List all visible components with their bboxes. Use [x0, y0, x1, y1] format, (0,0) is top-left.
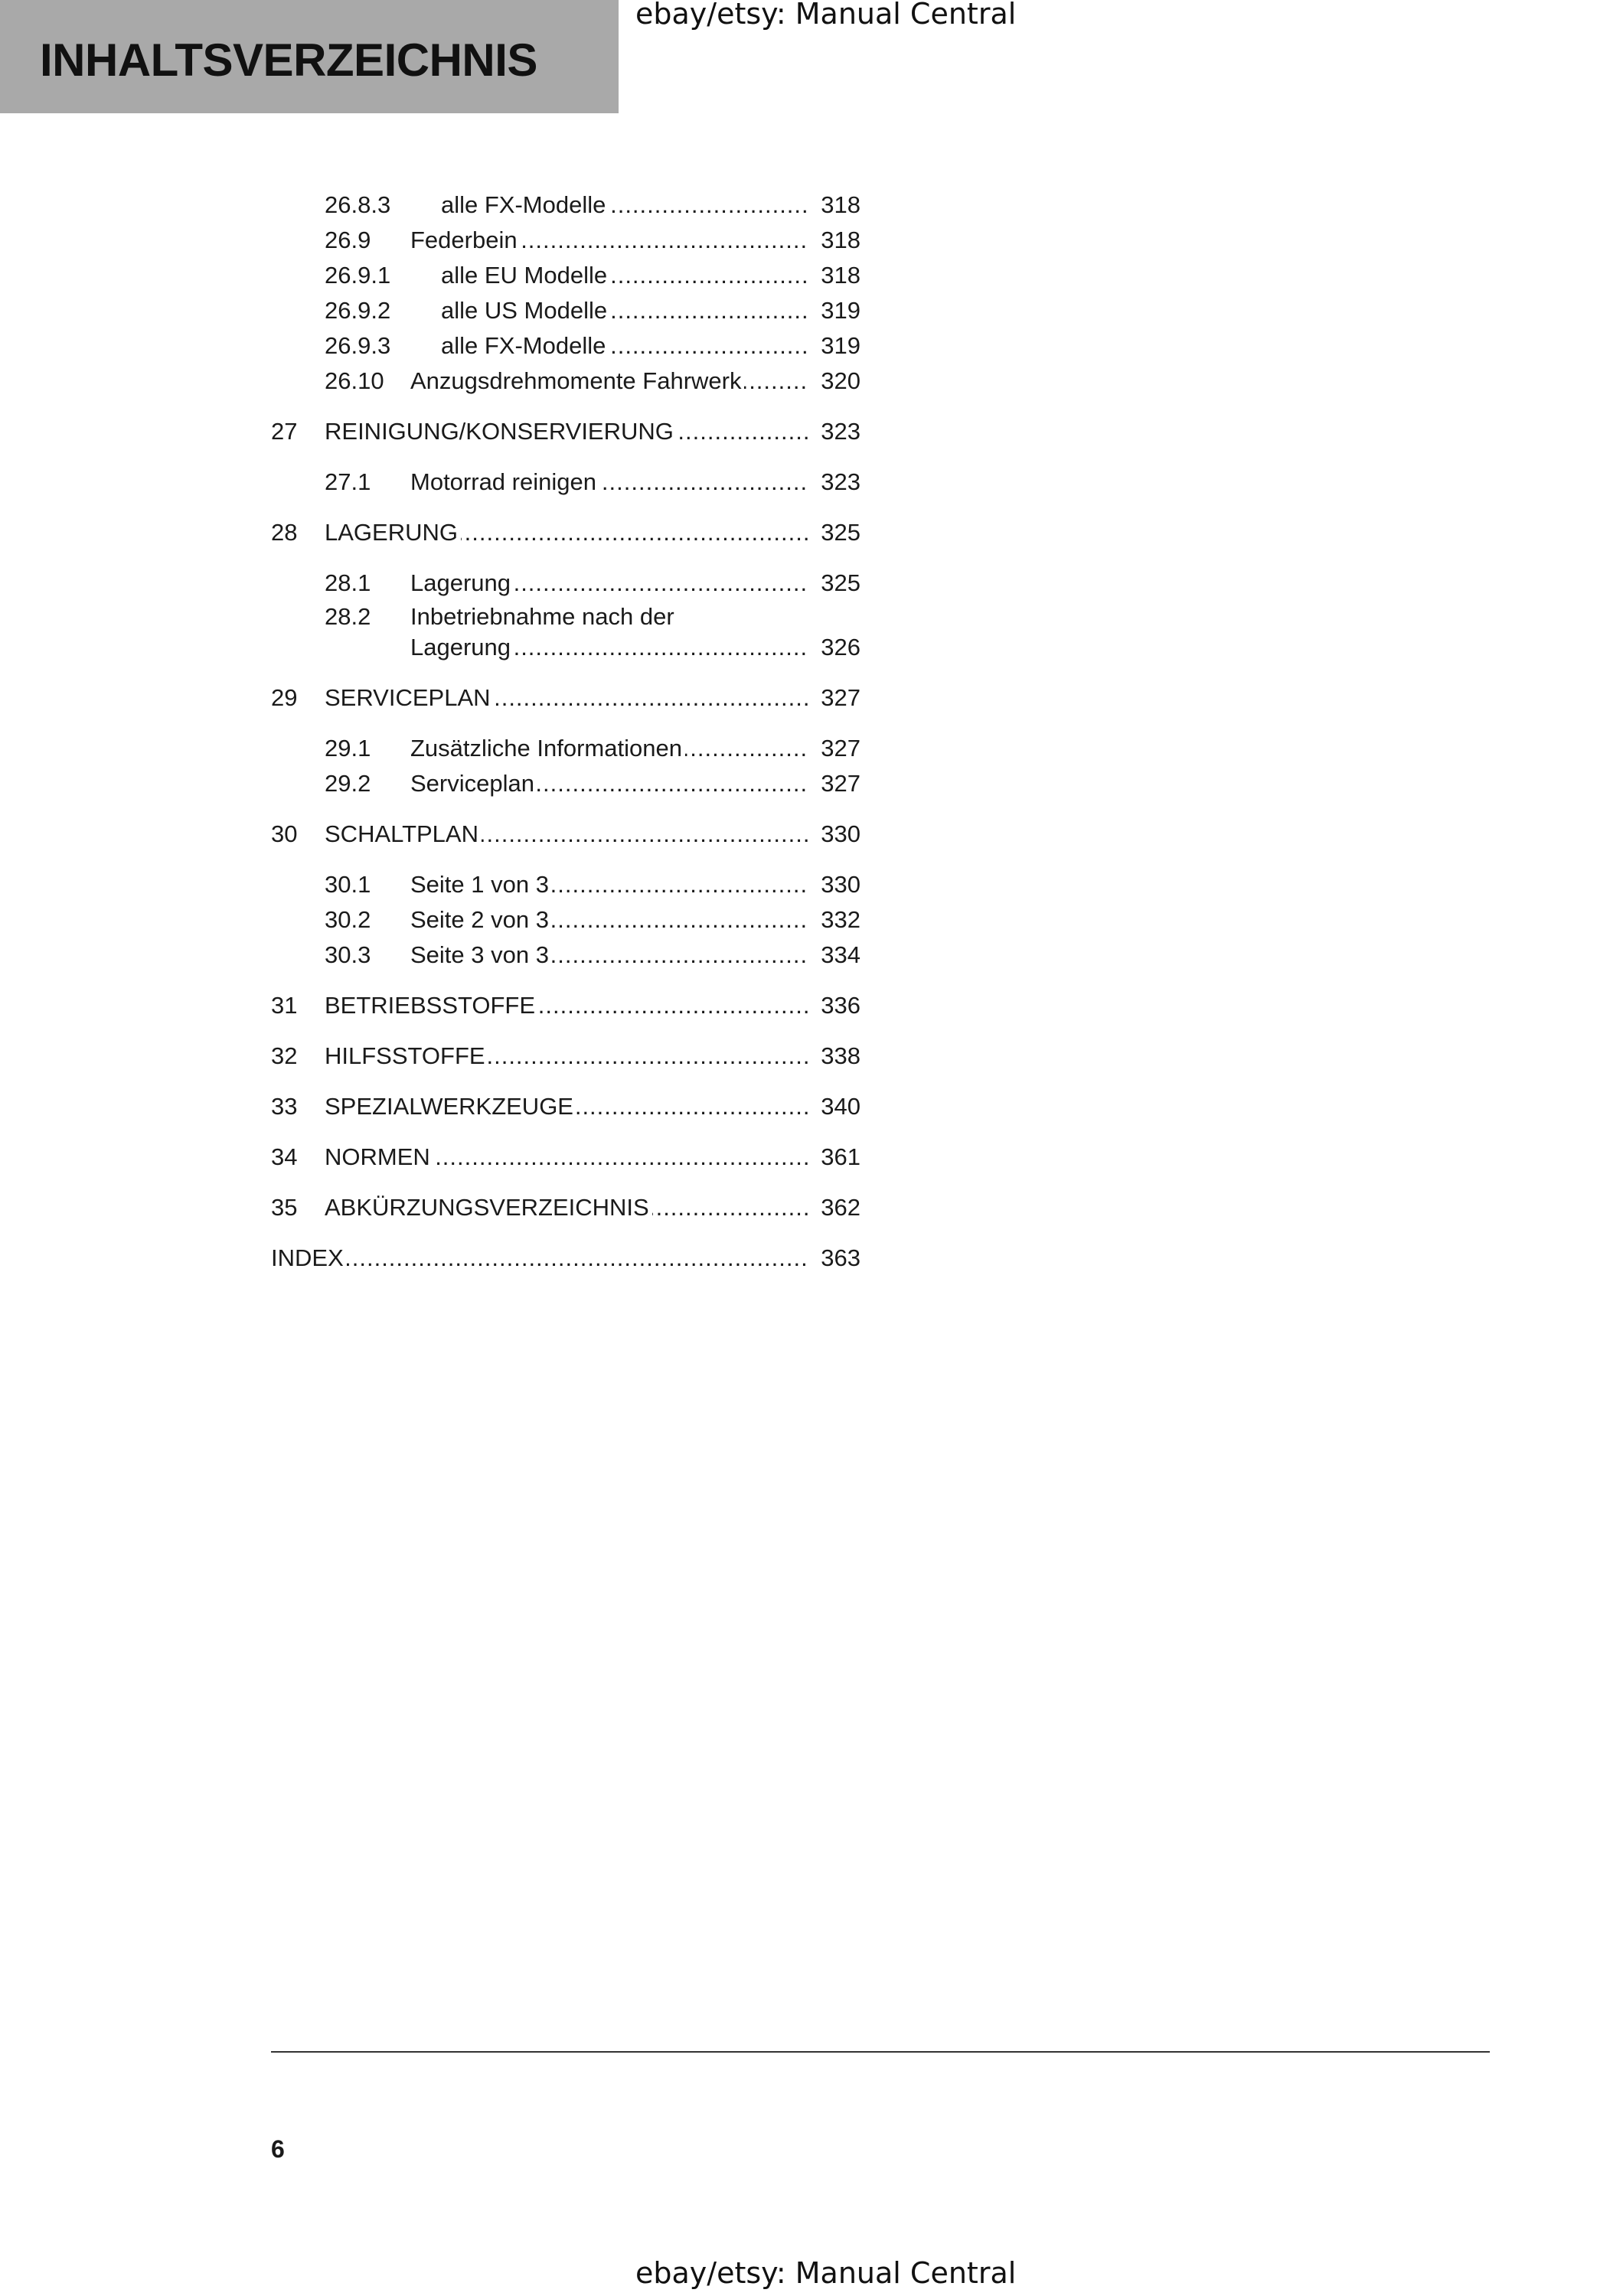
- toc-page: 330: [821, 871, 860, 898]
- toc-number: 29.2: [325, 770, 371, 797]
- toc-page: 361: [821, 1143, 860, 1170]
- toc-entry[interactable]: [271, 868, 860, 902]
- toc-entry[interactable]: [271, 566, 860, 600]
- toc-number: 26.9: [325, 227, 371, 253]
- watermark-top: ebay/etsy: Manual Central: [635, 0, 1017, 31]
- toc-number: 30.1: [325, 871, 371, 898]
- footer-divider: [271, 2051, 1490, 2053]
- toc-entry[interactable]: [271, 415, 860, 448]
- toc-title: alle US Modelle .....: [441, 294, 808, 328]
- toc-page: 326: [821, 634, 860, 660]
- toc-title: SPEZIALWERKZEUGE .....: [325, 1090, 808, 1124]
- toc-title: INDEX .....: [271, 1241, 808, 1275]
- toc-page: 320: [821, 367, 860, 394]
- toc-entry[interactable]: [271, 767, 860, 801]
- toc-title: SERVICEPLAN .....: [325, 681, 808, 715]
- toc-number: 27.1: [325, 468, 371, 495]
- toc-entry[interactable]: [271, 259, 860, 292]
- toc-entry[interactable]: [271, 1090, 860, 1124]
- toc-title: Anzugsdrehmomente Fahrwerk .....: [410, 364, 808, 398]
- toc-title: HILFSSTOFFE .....: [325, 1039, 808, 1073]
- toc-number: 26.9.3: [325, 332, 391, 359]
- toc-title: Inbetriebnahme nach der: [410, 603, 674, 630]
- toc-entry[interactable]: [271, 223, 860, 257]
- toc-title: BETRIEBSSTOFFE .....: [325, 989, 808, 1022]
- toc-entry[interactable]: [271, 1039, 860, 1073]
- toc-page: 325: [821, 519, 860, 546]
- toc-number: 26.9.2: [325, 297, 391, 324]
- toc-page: 318: [821, 262, 860, 289]
- toc-title: SCHALTPLAN .....: [325, 817, 808, 851]
- toc-title: Lagerung .....: [410, 631, 808, 664]
- toc-title: Serviceplan .....: [410, 767, 808, 801]
- toc-title: Zusätzliche Informationen .....: [410, 732, 808, 765]
- toc-number: 30.3: [325, 941, 371, 968]
- toc-entry[interactable]: [271, 817, 860, 851]
- toc-entry[interactable]: [271, 465, 860, 499]
- toc-page: 325: [821, 569, 860, 596]
- toc-page: 318: [821, 191, 860, 218]
- toc-page: 319: [821, 332, 860, 359]
- toc-page: 318: [821, 227, 860, 253]
- toc-entry[interactable]: [271, 1191, 860, 1225]
- toc-entry[interactable]: [271, 600, 860, 634]
- toc-number: 30: [271, 820, 298, 847]
- toc-entry[interactable]: [271, 294, 860, 328]
- toc-page: 362: [821, 1194, 860, 1221]
- toc-entry[interactable]: [271, 681, 860, 715]
- toc-title: LAGERUNG .....: [325, 516, 808, 550]
- toc-title: Seite 1 von 3 .....: [410, 868, 808, 902]
- toc-entry[interactable]: [271, 329, 860, 363]
- toc-title: NORMEN .....: [325, 1140, 808, 1174]
- toc-title: REINIGUNG/KONSERVIERUNG .....: [325, 415, 808, 448]
- toc-entry[interactable]: [271, 188, 860, 222]
- page-title: INHALTSVERZEICHNIS: [40, 34, 537, 86]
- toc-page: 363: [821, 1244, 860, 1271]
- toc-number: 29.1: [325, 735, 371, 762]
- toc-title: Federbein .....: [410, 223, 808, 257]
- toc-entry[interactable]: [271, 364, 860, 398]
- toc-entry[interactable]: [271, 516, 860, 550]
- toc-page: 323: [821, 418, 860, 445]
- page-number: 6: [271, 2135, 285, 2163]
- toc-number: 31: [271, 992, 298, 1019]
- toc-page: 332: [821, 906, 860, 933]
- toc-page: 330: [821, 820, 860, 847]
- toc-title: Seite 2 von 3 .....: [410, 903, 808, 937]
- toc-entry-continued[interactable]: [271, 631, 860, 664]
- toc-entry[interactable]: [271, 989, 860, 1022]
- toc-number: 29: [271, 684, 298, 711]
- toc-number: 26.8.3: [325, 191, 391, 218]
- toc-page: 319: [821, 297, 860, 324]
- toc-page: 334: [821, 941, 860, 968]
- toc-page: 327: [821, 735, 860, 762]
- table-of-contents: [271, 0, 860, 1301]
- toc-number: 32: [271, 1042, 298, 1069]
- toc-page: 340: [821, 1093, 860, 1120]
- toc-number: 27: [271, 418, 298, 445]
- toc-title: alle FX-Modelle .....: [441, 329, 808, 363]
- toc-number: 33: [271, 1093, 298, 1120]
- toc-page: 338: [821, 1042, 860, 1069]
- watermark-bottom: ebay/etsy: Manual Central: [635, 2256, 1017, 2290]
- toc-number: 30.2: [325, 906, 371, 933]
- toc-number: 26.9.1: [325, 262, 391, 289]
- toc-title: alle EU Modelle .....: [441, 259, 808, 292]
- toc-number: 35: [271, 1194, 298, 1221]
- toc-page: 327: [821, 770, 860, 797]
- toc-title: Lagerung .....: [410, 566, 808, 600]
- toc-entry[interactable]: [271, 938, 860, 972]
- toc-entry[interactable]: [271, 1241, 860, 1275]
- toc-number: 28.2: [325, 603, 371, 630]
- toc-page: 327: [821, 684, 860, 711]
- toc-page: 336: [821, 992, 860, 1019]
- toc-title: Seite 3 von 3 .....: [410, 938, 808, 972]
- toc-title: alle FX-Modelle .....: [441, 188, 808, 222]
- toc-page: 323: [821, 468, 860, 495]
- toc-entry[interactable]: [271, 903, 860, 937]
- toc-number: 28: [271, 519, 298, 546]
- toc-number: 28.1: [325, 569, 371, 596]
- toc-title: Motorrad reinigen .....: [410, 465, 808, 499]
- toc-entry[interactable]: [271, 1140, 860, 1174]
- toc-number: 26.10: [325, 367, 384, 394]
- toc-number: 34: [271, 1143, 298, 1170]
- toc-entry[interactable]: [271, 732, 860, 765]
- toc-title: ABKÜRZUNGSVERZEICHNIS .....: [325, 1191, 808, 1225]
